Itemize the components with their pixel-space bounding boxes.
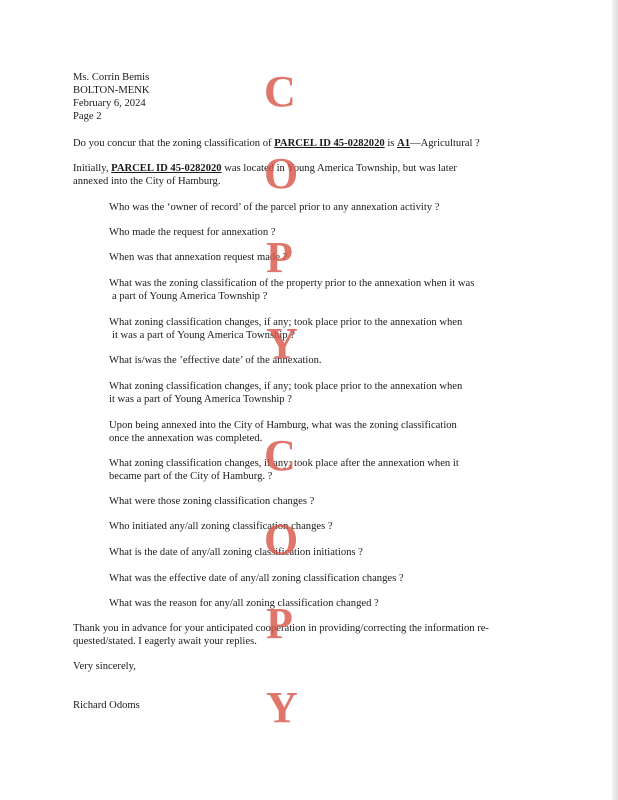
question-post-annex-zoning: Upon being annexed into the City of Hamburg, what was the zoning classification [109,420,457,431]
question-request-date: When was that annexation request made ? [109,252,288,263]
question-change-effective-date: What was the effective date of any/all zoning classification changes ? [109,573,404,584]
watermark-letter: P [266,599,293,648]
question-who-initiated: Who initiated any/all zoning classification changes ? [109,521,333,532]
question-change-reason: What was the reason for any/all zoning classification changed ? [109,598,379,609]
watermark-letter: Y [266,683,298,732]
paragraph-text: was located in Young America Township, but was later [221,163,457,174]
recipient-company: BOLTON-MENK [73,85,150,96]
question-what-changes: What were those zoning classification changes ? [109,496,315,507]
question-prior-changes-cont: it was a part of Young America Township ? [112,330,295,341]
question-annexation-requester: Who made the request for annexation ? [109,227,276,238]
question-after-changes-cont: became part of the City of Hamburg. ? [109,471,273,482]
watermark-letter: O [264,515,299,564]
page-number: Page 2 [73,111,102,122]
parcel-id: PARCEL ID 45-0282020 [274,138,385,149]
page-edge-shadow [612,0,618,800]
watermark-letter: Y [266,319,298,368]
thanks-line1: Thank you in advance for your anticipated cooperation in providing/correcting the information re- [73,623,489,634]
watermark-letter: P [266,233,293,282]
question-prior-changes: What zoning classification changes, if any; took place prior to the annexation when [109,317,463,328]
watermark-letter: O [264,149,299,198]
question-prior-zoning-cont: a part of Young America Township ? [112,291,268,302]
thanks-line2: quested/stated. I eagerly await your replies. [73,636,257,647]
paragraph-text: Initially, [73,163,112,174]
signature-name: Richard Odoms [73,700,140,711]
initial-location-line2: annexed into the City of Hamburg. [73,176,221,187]
salutation: Very sincerely, [73,661,136,672]
question-prior-changes-2-cont: it was a part of Young America Township ? [109,394,292,405]
watermark-letter: C [264,67,296,116]
question-after-changes: What zoning classification changes, if any; took place after the annexation when it [109,458,459,469]
parcel-id: PARCEL ID 45-0282020 [111,163,222,174]
question-post-annex-zoning-cont: once the annexation was completed. [109,433,263,444]
question-text: —Agricultural ? [410,138,480,149]
question-owner-of-record: Who was the ‘owner of record’ of the parcel prior to any annexation activity ? [109,202,440,213]
zone-code: A1 [397,138,411,149]
watermark-letter: C [264,431,296,480]
question-text: Do you concur that the zoning classification of [73,138,275,149]
question-effective-date: What is/was the ’effective date’ of the annexation. [109,355,322,366]
recipient-name: Ms. Corrin Bemis [73,72,150,83]
question-prior-zoning: What was the zoning classification of the property prior to the annexation when it was [109,278,475,289]
letter-date: February 6, 2024 [73,98,146,109]
question-initiation-date: What is the date of any/all zoning classification initiations ? [109,547,363,558]
question-prior-changes-2: What zoning classification changes, if any; took place prior to the annexation when [109,381,463,392]
question-text: is [384,138,398,149]
